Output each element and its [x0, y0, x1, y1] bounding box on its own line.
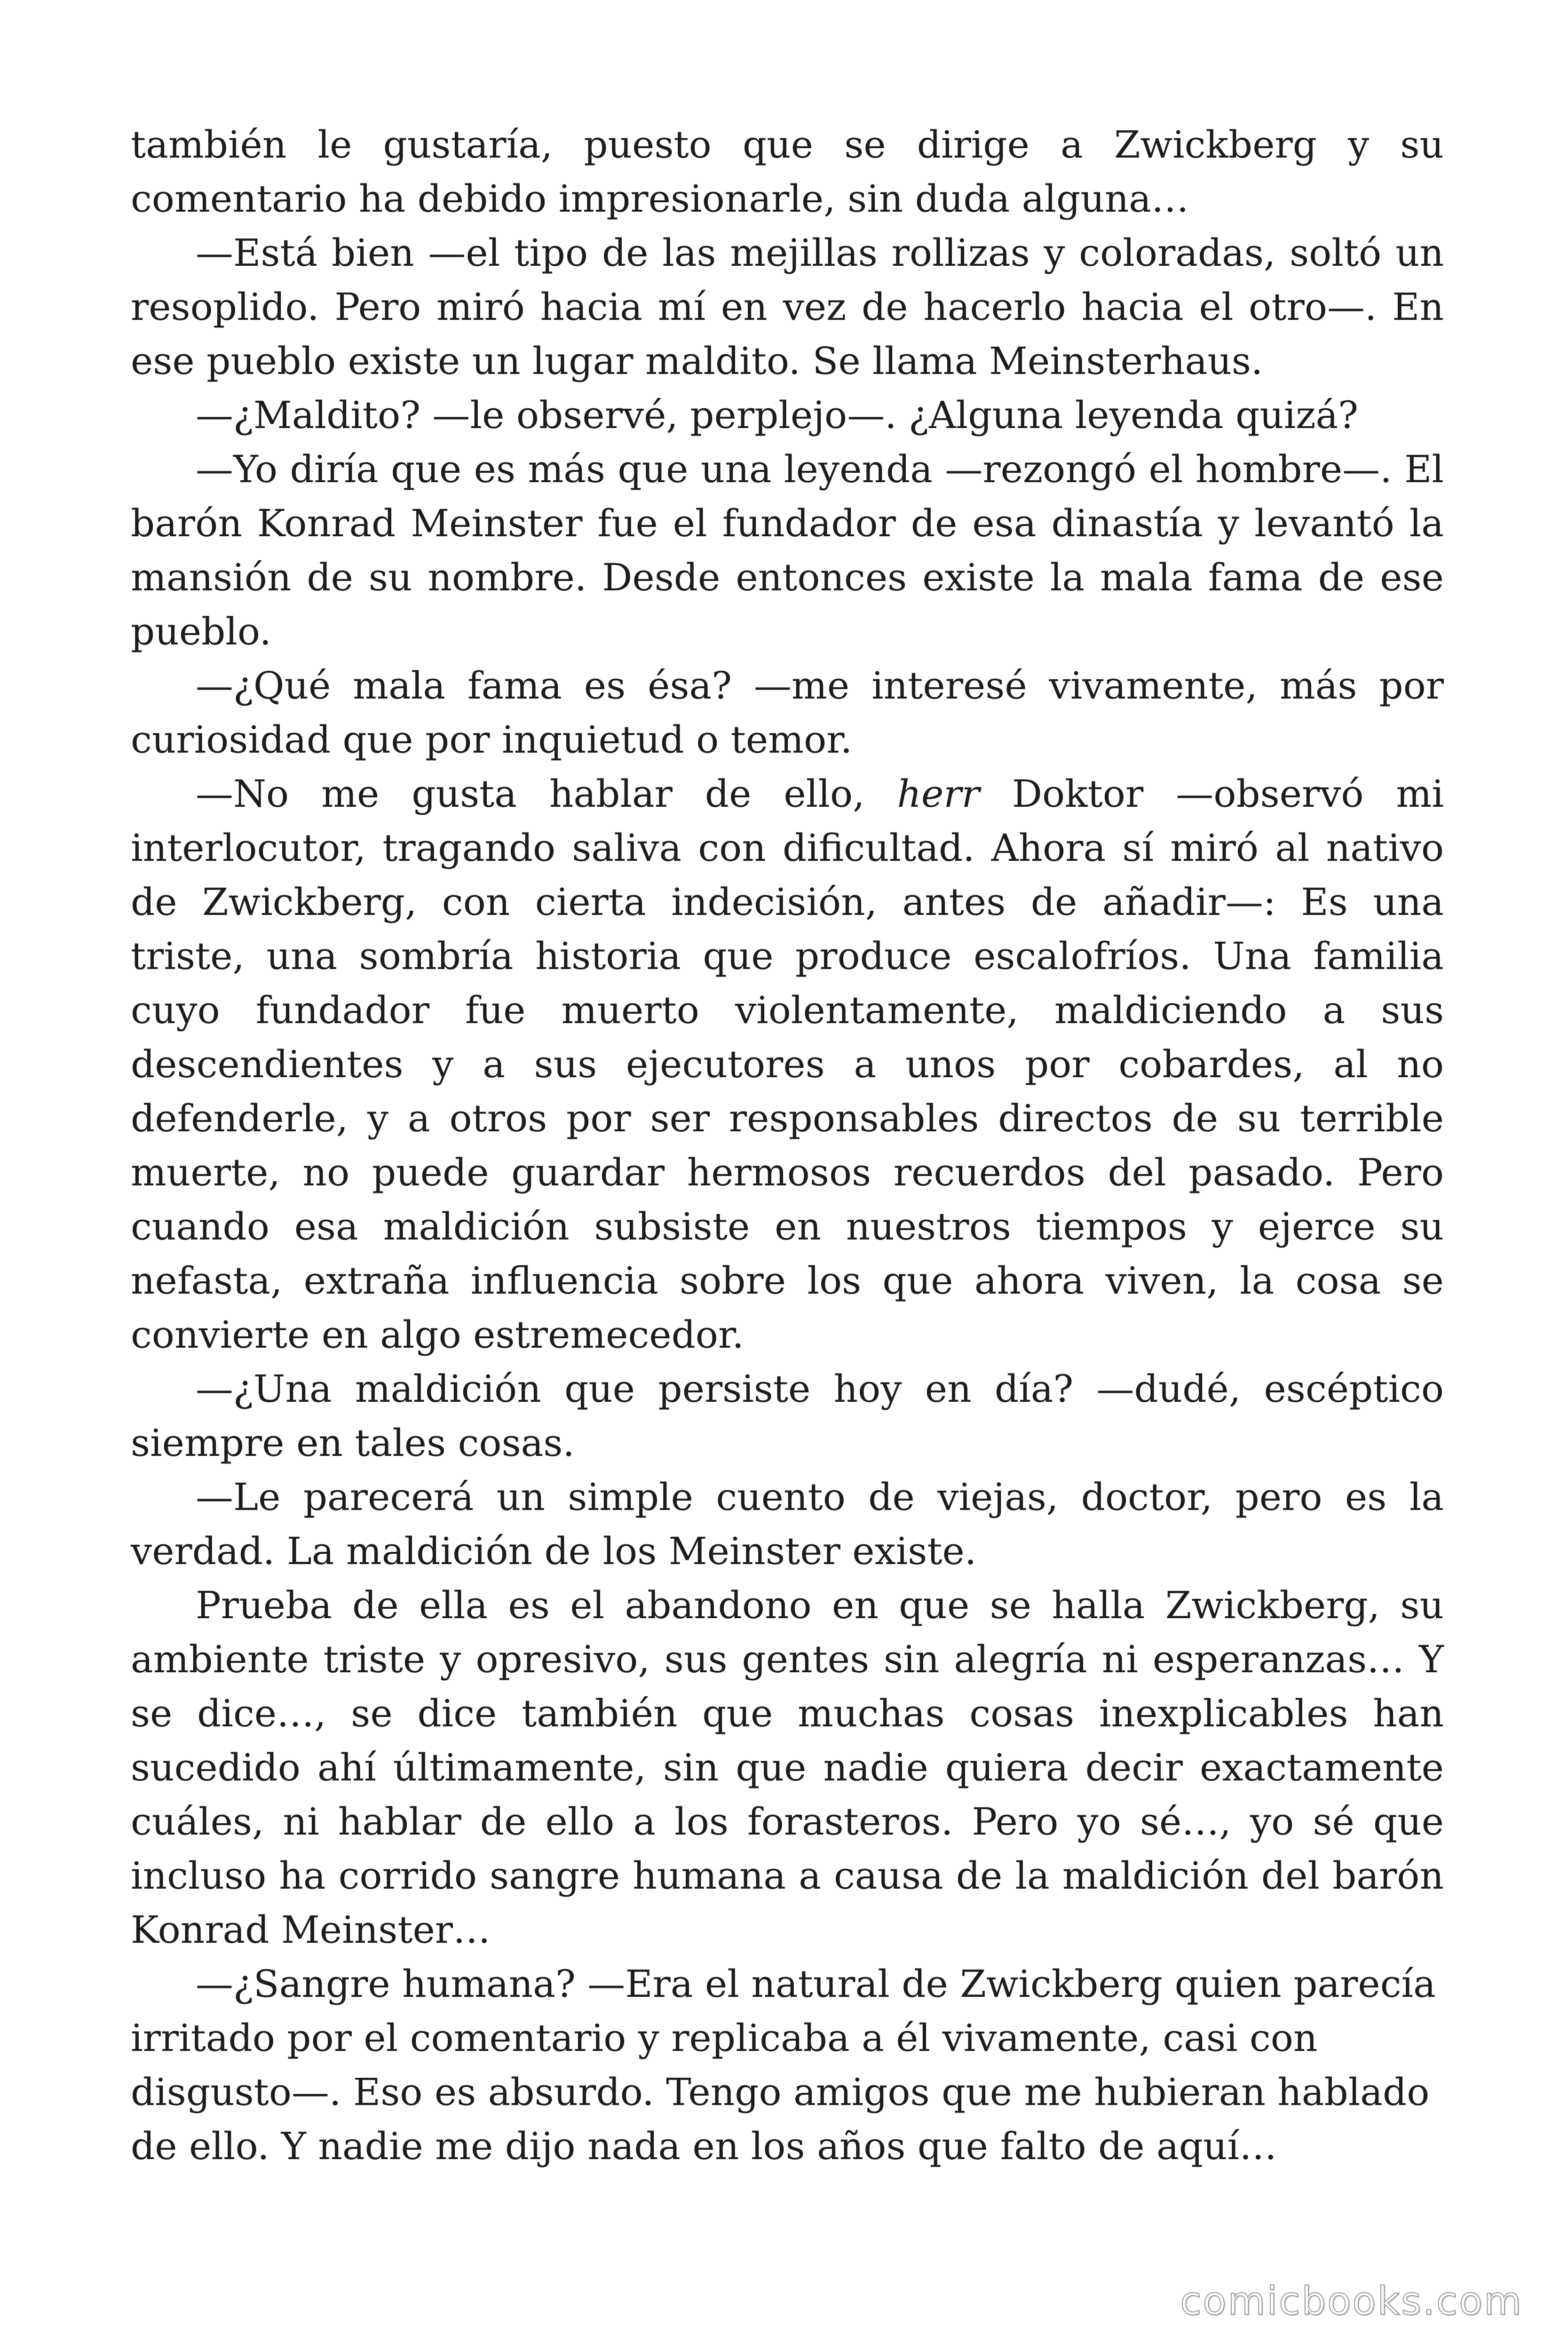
watermark-logo: comicbooks.com — [1180, 2279, 1523, 2324]
paragraph-6 — [131, 767, 1444, 1362]
paragraph-1: también le gustaría, puesto que se dirige a Zwickberg y su comentario ha debido impresionarle, sin duda alguna… — [131, 123, 1444, 221]
paragraph-9: Prueba de ella es el abandono en que se halla Zwickberg, su ambiente triste y opresivo, sus gentes sin alegría ni esperanzas… Y se dice…, se dice también que muchas cosas inexplicables han sucedido ahí últimamente, sin que nadie quiera decir exactamente cuáles, ni hablar de ello a los forasteros. Pero yo sé…, yo sé que incluso ha corrido sangre humana a causa de la maldición del barón Konrad Meinster… — [131, 1583, 1444, 1952]
paragraph-5: —¿Qué mala fama es ésa? —me interesé vivamente, más por curiosidad que por inquietud o temor. — [131, 664, 1444, 762]
paragraph-3: —¿Maldito? —le observé, perplejo—. ¿Alguna leyenda quizá? — [196, 393, 1359, 437]
book-page-text — [131, 118, 1444, 2173]
paragraph-6-emphasis: herr — [897, 772, 980, 816]
paragraph-2: —Está bien —el tipo de las mejillas rollizas y coloradas, soltó un resoplido. Pero miró hacia mí en vez de hacerlo hacia el otro—. En ese pueblo existe un lugar maldito. Se llama Meinsterhaus. — [131, 231, 1444, 383]
paragraph-7: —¿Una maldición que persiste hoy en día? —dudé, escéptico siempre en tales cosas. — [131, 1367, 1444, 1465]
paragraph-4: —Yo diría que es más que una leyenda —rezongó el hombre—. El barón Konrad Meinster fue el fundador de esa dinastía y levantó la mansión de su nombre. Desde entonces existe la mala fama de ese pueblo. — [131, 447, 1444, 653]
paragraph-6-before: —No me gusta hablar de ello, — [196, 772, 897, 816]
paragraph-10: —¿Sangre humana? —Era el natural de Zwickberg quien parecía irritado por el comentario y replicaba a él vivamente, casi con disgusto—. Eso es absurdo. Tengo amigos que me hubieran hablado de ello. Y nadie me dijo nada en los años que falto de aquí… — [131, 1962, 1436, 2168]
paragraph-8: —Le parecerá un simple cuento de viejas, doctor, pero es la verdad. La maldición de los Meinster existe. — [131, 1475, 1444, 1573]
paragraph-6-after: Doktor —observó mi interlocutor, tragando saliva con dificultad. Ahora sí miró al nativo de Zwickberg, con cierta indecisión, antes de añadir—: Es una triste, una sombría historia que produce escalofríos. Una familia cuyo fundador fue muerto violentamente, maldiciendo a sus descendientes y a sus ejecutores a unos por cobardes, al no defenderle, y a otros por ser responsables directos de su terrible muerte, no puede guardar hermosos recuerdos del pasado. Pero cuando esa maldición subsiste en nuestros tiempos y ejerce su nefasta, extraña influencia sobre los que ahora viven, la cosa se convierte en algo estremecedor. — [131, 772, 1444, 1357]
